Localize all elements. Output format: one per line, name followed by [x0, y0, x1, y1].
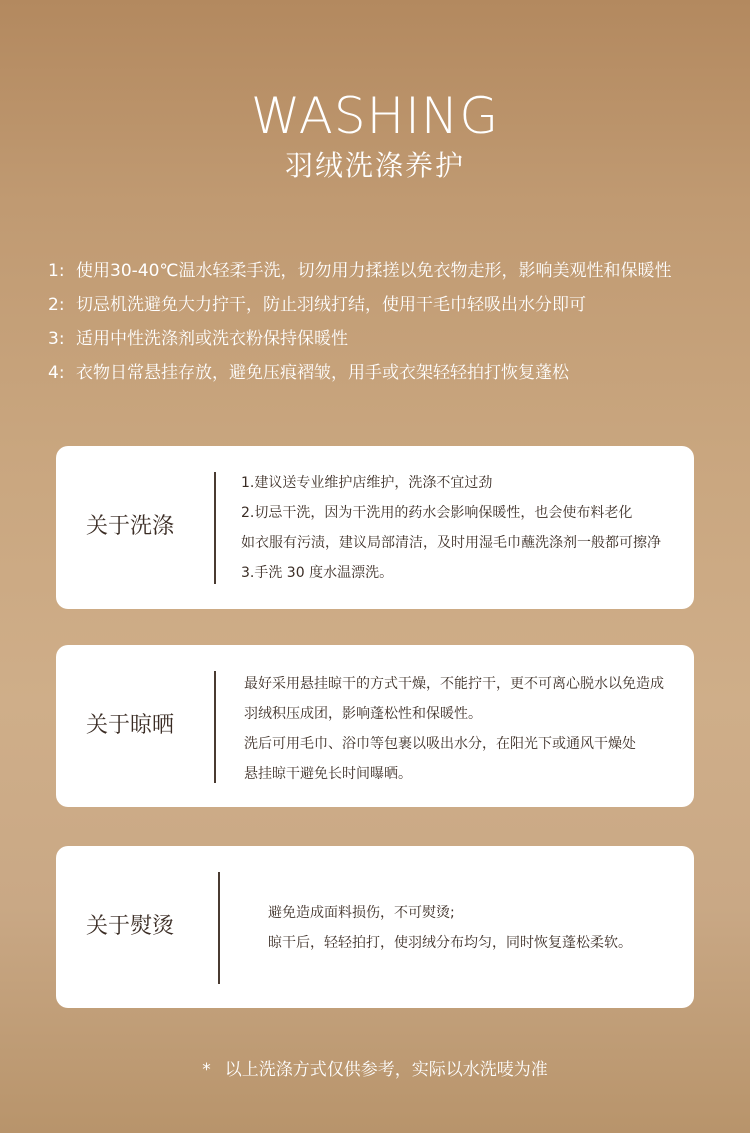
tip-item-2 [48, 288, 728, 322]
card-text [241, 468, 661, 588]
card-line: 避免造成面料损伤，不可熨烫; [268, 905, 455, 921]
tip-text: 适用中性洗涤剂或洗衣粉保持保暖性 [76, 329, 348, 349]
card-line: 1.建议送专业维护店维护，洗涤不宜过劲 [241, 475, 493, 491]
card-text [268, 898, 632, 958]
tip-text: 切忌机洗避免大力拧干，防止羽绒打结，使用干毛巾轻吸出水分即可 [76, 295, 586, 315]
footer-note [0, 1056, 750, 1084]
card-text [244, 669, 664, 789]
card-line: 如衣服有污渍，建议局部清洁，及时用湿毛巾蘸洗涤剂一般都可擦净 [241, 535, 661, 551]
card-heading: 关于洗涤 [86, 514, 175, 539]
washing-card [56, 446, 694, 609]
tip-item-1 [48, 254, 728, 288]
footer-note-text: 以上洗涤方式仅供参考，实际以水洗唛为准 [224, 1060, 548, 1080]
card-heading: 关于熨烫 [86, 914, 175, 939]
card-divider [214, 472, 216, 584]
card-line: 洗后可用毛巾、浴巾等包裹以吸出水分，在阳光下或通风干燥处 [244, 736, 636, 752]
tip-text: 使用30-40℃温水轻柔手洗，切勿用力揉搓以免衣物走形，影响美观性和保暖性 [76, 261, 672, 281]
tip-number: 1: [48, 261, 65, 281]
card-line: 2.切忌干洗，因为干洗用的药水会影响保暖性，也会使布料老化 [241, 505, 633, 521]
card-divider [214, 671, 216, 783]
tip-number: 3: [48, 329, 65, 349]
tip-number: 2: [48, 295, 65, 315]
card-line: 最好采用悬挂晾干的方式干燥，不能拧干，更不可离心脱水以免造成 [244, 676, 664, 692]
tip-number: 4: [48, 363, 65, 383]
tip-item-3 [48, 322, 728, 356]
card-heading: 关于晾晒 [86, 713, 175, 738]
card-line: 羽绒积压成团，影响蓬松性和保暖性。 [244, 706, 482, 722]
card-divider [218, 872, 220, 984]
card-line: 3.手洗 30 度水温漂洗。 [241, 565, 394, 581]
card-line: 晾干后，轻轻拍打，使羽绒分布均匀，同时恢复蓬松柔软。 [268, 935, 632, 951]
ironing-card [56, 846, 694, 1008]
drying-card [56, 645, 694, 807]
tip-item-4 [48, 356, 728, 390]
tip-text: 衣物日常悬挂存放，避免压痕褶皱，用手或衣架轻轻拍打恢复蓬松 [76, 363, 569, 383]
asterisk-mark: * [202, 1060, 211, 1080]
washing-tips-list [48, 254, 728, 390]
page-subtitle: 羽绒洗涤养护 [284, 149, 465, 182]
page-title: WASHING [250, 87, 500, 145]
card-line: 悬挂晾干避免长时间曝晒。 [244, 766, 412, 782]
